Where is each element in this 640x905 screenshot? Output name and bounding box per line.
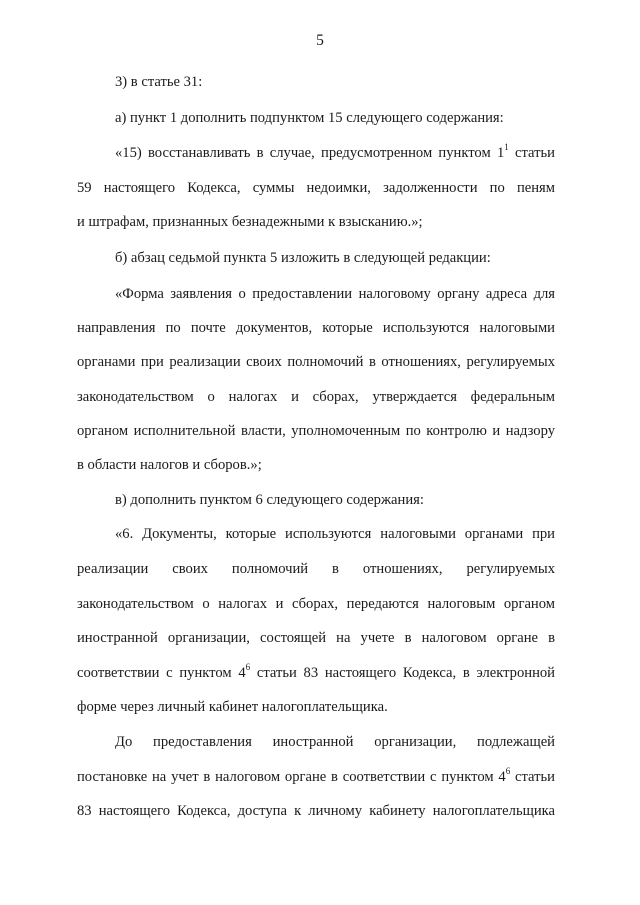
text-line: в области налогов и сборов.»;: [77, 457, 262, 473]
text-fragment: статьи: [510, 769, 555, 785]
text-fragment: соответствии с пунктом 4: [77, 665, 246, 681]
text-line: 59 настоящего Кодекса, суммы недоимки, задолженности по пеням: [77, 180, 555, 196]
text-line: органом исполнительной власти, уполномоченным по контролю и надзору: [77, 423, 555, 439]
text-line: а) пункт 1 дополнить подпунктом 15 следующего содержания:: [115, 110, 504, 126]
text-line: б) абзац седьмой пункта 5 изложить в следующей редакции:: [115, 250, 491, 266]
text-line: законодательством о налогах и сборах, передаются налоговым органом: [77, 596, 555, 612]
text-line: законодательством о налогах и сборах, утверждается федеральным: [77, 389, 555, 405]
text-line: 3) в статье 31:: [115, 74, 203, 90]
text-line: и штрафам, признанных безнадежными к взысканию.»;: [77, 214, 423, 230]
text-line: направления по почте документов, которые используются налоговыми: [77, 320, 555, 336]
superscript: 1: [504, 142, 509, 152]
text-line: «Форма заявления о предоставлении налоговому органу адреса для: [115, 286, 555, 302]
text-line: [77, 767, 555, 787]
text-line: «6. Документы, которые используются налоговыми органами при: [115, 526, 555, 542]
text-fragment: статьи 83 настоящего Кодекса, в электронной: [250, 665, 555, 681]
text-fragment: постановке на учет в налоговом органе в соответствии с пунктом 4: [77, 769, 506, 785]
superscript: 6: [245, 662, 251, 672]
text-line: форме через личный кабинет налогоплательщика.: [77, 699, 388, 715]
text-fragment: статьи: [508, 145, 555, 161]
page-number: 5: [316, 32, 324, 49]
text-line: иностранной организации, состоящей на учете в налоговом органе в: [77, 630, 555, 646]
text-line: 83 настоящего Кодекса, доступа к личному кабинету налогоплательщика: [77, 803, 555, 819]
text-line: реализации своих полномочий в отношениях, регулируемых: [77, 561, 555, 577]
superscript: 6: [505, 766, 511, 776]
text-line: До предоставления иностранной организации, подлежащей: [115, 734, 555, 750]
text-line: [115, 143, 555, 163]
text-line: в) дополнить пунктом 6 следующего содержания:: [115, 492, 424, 508]
text-fragment: «15) восстанавливать в случае, предусмотренном пунктом 1: [115, 145, 505, 161]
text-line: органами при реализации своих полномочий в отношениях, регулируемых: [77, 354, 555, 370]
text-line: [77, 663, 555, 683]
